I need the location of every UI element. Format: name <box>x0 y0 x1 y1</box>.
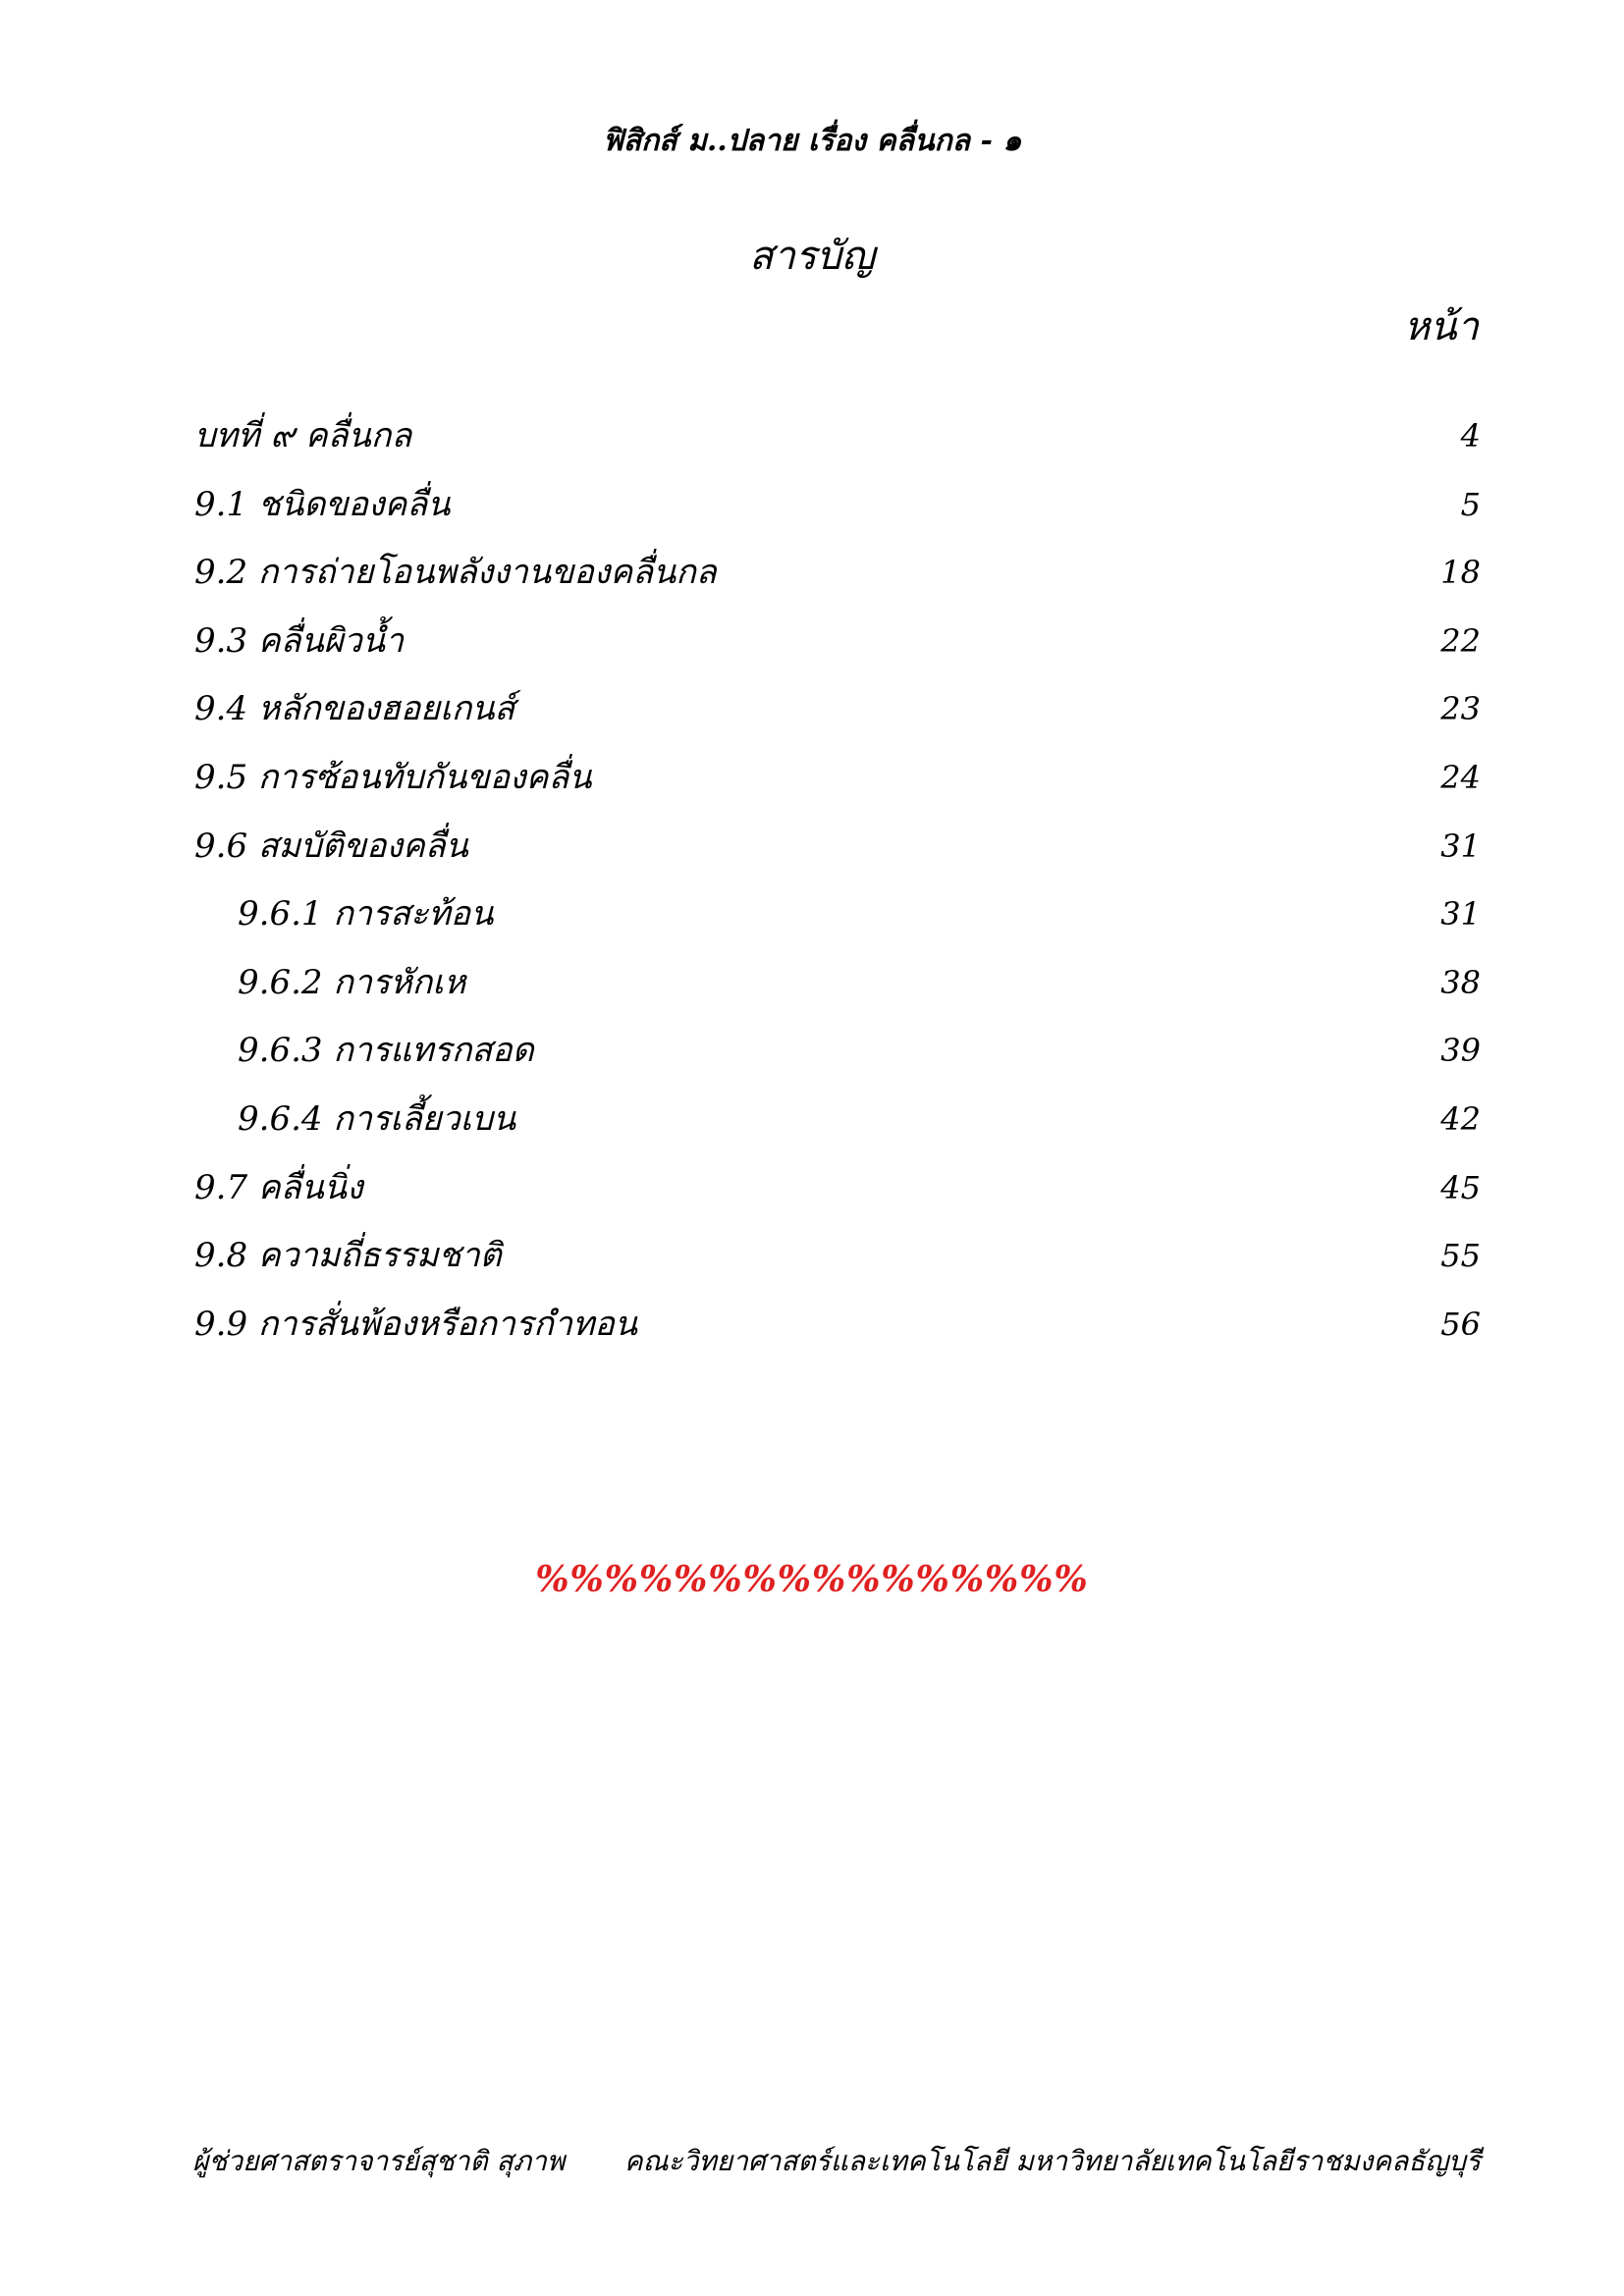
footer-institution: คณะวิทยาศาสตร์และเทคโนโลยี มหาวิทยาลัยเทคโนโลยีราชมงคลธัญบุรี <box>623 2145 1481 2177</box>
decorative-separator: %%%%%%%%%%%%%%%% <box>535 1559 1089 1600</box>
toc-entry <box>194 1017 1481 1086</box>
toc-entry <box>194 1154 1481 1223</box>
table-of-contents <box>194 402 1481 1359</box>
toc-entry-label: 9.9 การสั่นพ้องหรือการกำทอน <box>194 1304 638 1344</box>
toc-entry <box>194 471 1481 540</box>
toc-entry-page: 31 <box>1440 895 1481 934</box>
toc-entry-page: 38 <box>1440 963 1481 1001</box>
running-header: ฟิสิกส์ ม..ปลาย เรื่อง คลื่นกล - ๑ <box>602 124 1022 158</box>
toc-entry-label: 9.6.2 การหักเห <box>238 962 466 1002</box>
toc-entry-label: 9.1 ชนิดของคลื่น <box>194 484 451 524</box>
footer-author: ผู้ช่วยศาสตราจารย์สุชาติ สุภาพ <box>192 2145 566 2177</box>
toc-entry-page: 22 <box>1440 621 1481 660</box>
toc-entry <box>194 1291 1481 1360</box>
toc-entry-page: 31 <box>1440 827 1481 865</box>
toc-entry-label: 9.6.1 การสะท้อน <box>238 894 494 934</box>
toc-entry-page: 56 <box>1440 1305 1481 1343</box>
toc-entry <box>194 1086 1481 1154</box>
toc-entry <box>194 1222 1481 1291</box>
toc-entry-label: 9.5 การซ้อนทับกันของคลื่น <box>194 757 592 797</box>
toc-entry-label: 9.4 หลักของฮอยเกนส์ <box>194 689 515 729</box>
toc-entry-page: 39 <box>1440 1032 1481 1070</box>
toc-entry-label: 9.8 ความถี่ธรรมชาติ <box>194 1236 502 1276</box>
toc-entry-label: 9.6.3 การแทรกสอด <box>238 1031 534 1071</box>
toc-entry-label: 9.6.4 การเลี้ยวเบน <box>238 1098 516 1139</box>
toc-entry <box>194 744 1481 813</box>
page-title: สารบัญ <box>749 234 875 279</box>
toc-entry <box>194 402 1481 471</box>
toc-entry-page: 42 <box>1440 1099 1481 1138</box>
toc-entry <box>194 813 1481 881</box>
page-column-label: หน้า <box>1403 304 1479 349</box>
toc-entry-label: 9.2 การถ่ายโอนพลังงานของคลื่นกล <box>194 553 717 593</box>
toc-entry <box>194 608 1481 676</box>
toc-entry-page: 45 <box>1440 1168 1481 1206</box>
toc-entry-label: 9.6 สมบัติของคลื่น <box>194 826 468 866</box>
toc-entry-page: 4 <box>1460 417 1481 454</box>
toc-entry-label: 9.3 คลื่นผิวน้ำ <box>194 620 405 661</box>
toc-entry <box>194 539 1481 608</box>
toc-entry-page: 5 <box>1460 485 1481 523</box>
toc-entry-page: 18 <box>1440 554 1481 592</box>
toc-entry <box>194 881 1481 949</box>
toc-entry-page: 24 <box>1440 758 1481 796</box>
toc-entry <box>194 949 1481 1018</box>
toc-entry-label: 9.7 คลื่นนิ่ง <box>194 1167 363 1207</box>
toc-entry-label: บทที่ ๙ คลื่นกล <box>194 416 412 455</box>
toc-entry <box>194 675 1481 744</box>
toc-entry-page: 55 <box>1440 1237 1481 1275</box>
toc-entry-page: 23 <box>1440 690 1481 728</box>
